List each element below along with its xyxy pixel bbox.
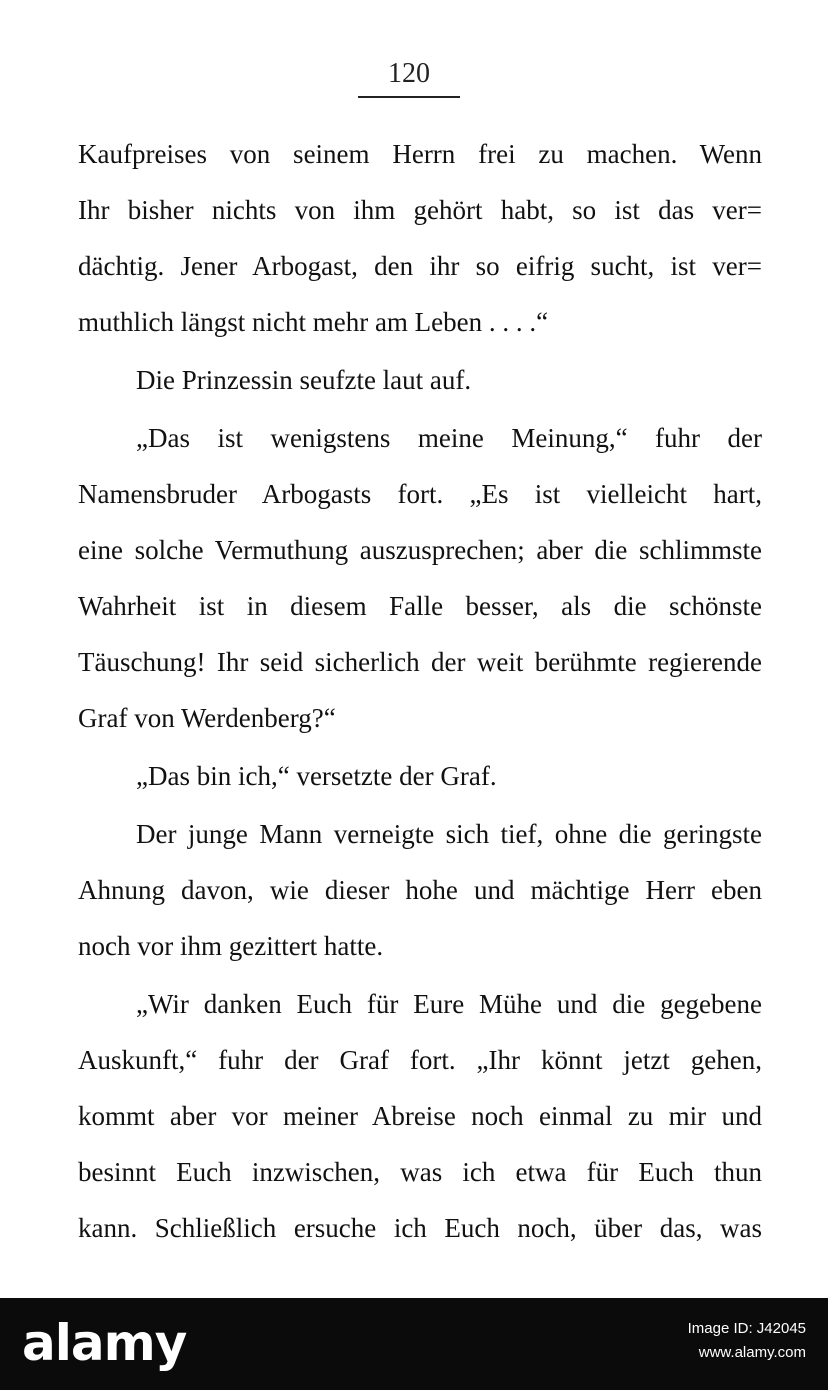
text-line: Täuschung! Ihr seid sicherlich der weit berühmte regierende [78, 647, 762, 677]
site-url-label: www.alamy.com [698, 1344, 806, 1361]
text-line: „Das bin ich,“ versetzte der Graf. [136, 761, 497, 791]
text-line: Ihr bisher nichts von ihm gehört habt, so ist das ver= [78, 195, 762, 225]
page-number: 120 [388, 58, 430, 89]
text-line: Wahrheit ist in diesem Falle besser, als die schönste [78, 591, 762, 621]
text-line: Die Prinzessin seufzte laut auf. [136, 365, 472, 395]
text-line: dächtig. Jener Arbogast, den ihr so eifrig sucht, ist ver= [78, 251, 762, 281]
text-line: Namensbruder Arbogasts fort. „Es ist vielleicht hart, [78, 479, 762, 509]
text-line: besinnt Euch inzwischen, was ich etwa für Euch thun [78, 1157, 762, 1187]
text-line: Kaufpreises von seinem Herrn frei zu machen. Wenn [78, 139, 762, 169]
text-line: noch vor ihm gezittert hatte. [78, 931, 384, 961]
text-line: „Das ist wenigstens meine Meinung,“ fuhr der [136, 423, 762, 453]
page-number-rule [358, 96, 460, 98]
text-line: Auskunft,“ fuhr der Graf fort. „Ihr könnt jetzt gehen, [78, 1045, 762, 1075]
text-line: muthlich längst nicht mehr am Leben . . . .“ [78, 307, 549, 337]
brand-logo: alamy [22, 1314, 187, 1372]
text-line: eine solche Vermuthung auszusprechen; aber die schlimmste [78, 535, 762, 565]
text-line: kommt aber vor meiner Abreise noch einmal zu mir und [78, 1101, 762, 1131]
text-line: Graf von Werdenberg?“ [78, 703, 336, 733]
stock-footer-bar [0, 1298, 828, 1390]
text-line: Ahnung davon, wie dieser hohe und mächtige Herr eben [78, 875, 762, 905]
image-id-label: Image ID: J42045 [687, 1320, 806, 1337]
text-line: kann. Schließlich ersuche ich Euch noch, über das, was [78, 1213, 762, 1243]
text-line: „Wir danken Euch für Eure Mühe und die gegebene [136, 989, 762, 1019]
text-line: Der junge Mann verneigte sich tief, ohne die geringste [136, 819, 762, 849]
